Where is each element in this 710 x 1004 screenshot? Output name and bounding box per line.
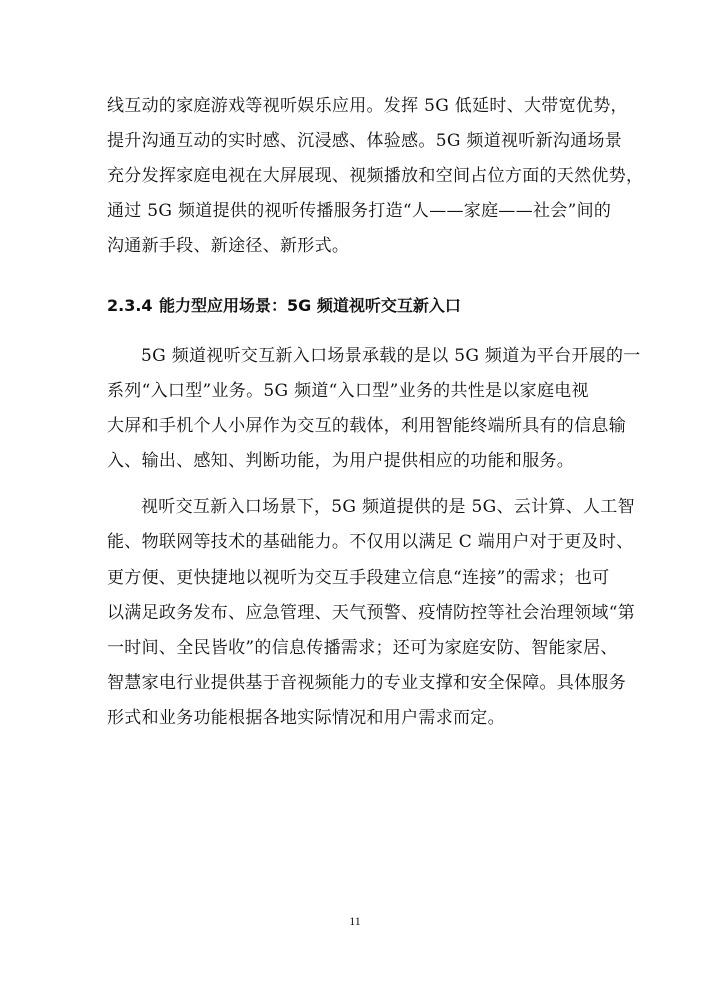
paragraph-line: 智慧家电行业提供基于音视频能力的专业支撑和安全保障。具体服务 bbox=[107, 673, 626, 693]
paragraph-line: 形式和业务功能根据各地实际情况和用户需求而定。 bbox=[107, 708, 505, 728]
section-number: 2.3.4 bbox=[107, 296, 153, 315]
paragraph-line: 视听交互新入口场景下，5G 频道提供的是 5G、云计算、人工智 bbox=[141, 497, 635, 517]
paragraph-line: 以满足政务发布、应急管理、天气预警、疫情防控等社会治理领域“第 bbox=[107, 603, 635, 623]
paragraph-line: 大屏和手机个人小屏作为交互的载体，利用智能终端所具有的信息输 bbox=[107, 416, 626, 436]
section-heading bbox=[107, 294, 461, 318]
paragraph-line: 入、输出、感知、判断功能，为用户提供相应的功能和服务。 bbox=[107, 451, 575, 471]
paragraph-line: 能、物联网等技术的基础能力。不仅用以满足 C 端用户对于更及时、 bbox=[107, 532, 634, 552]
section-title: 能力型应用场景：5G 频道视听交互新入口 bbox=[159, 296, 461, 315]
paragraph-line: 线互动的家庭游戏等视听娱乐应用。发挥 5G 低延时、大带宽优势， bbox=[107, 96, 628, 116]
paragraph-line: 通过 5G 频道提供的视听传播服务打造“人——家庭——社会”间的 bbox=[107, 201, 612, 221]
paragraph-line: 提升沟通互动的实时感、沉浸感、体验感。5G 频道视听新沟通场景 bbox=[107, 131, 623, 151]
paragraph-line: 系列“入口型”业务。5G 频道“入口型”业务的共性是以家庭电视 bbox=[107, 381, 589, 401]
paragraph-line: 沟通新手段、新途径、新形式。 bbox=[107, 236, 350, 256]
paragraph-line: 一时间、全民皆收”的信息传播需求；还可为家庭安防、智能家居、 bbox=[107, 638, 618, 658]
paragraph-line: 5G 频道视听交互新入口场景承载的是以 5G 频道为平台开展的一 bbox=[141, 346, 641, 366]
paragraph-line: 充分发挥家庭电视在大屏展现、视频播放和空间占位方面的天然优势， bbox=[107, 166, 644, 186]
paragraph-line: 更方便、更快捷地以视听为交互手段建立信息“连接”的需求；也可 bbox=[107, 568, 610, 588]
page-number: 11 bbox=[349, 914, 361, 928]
